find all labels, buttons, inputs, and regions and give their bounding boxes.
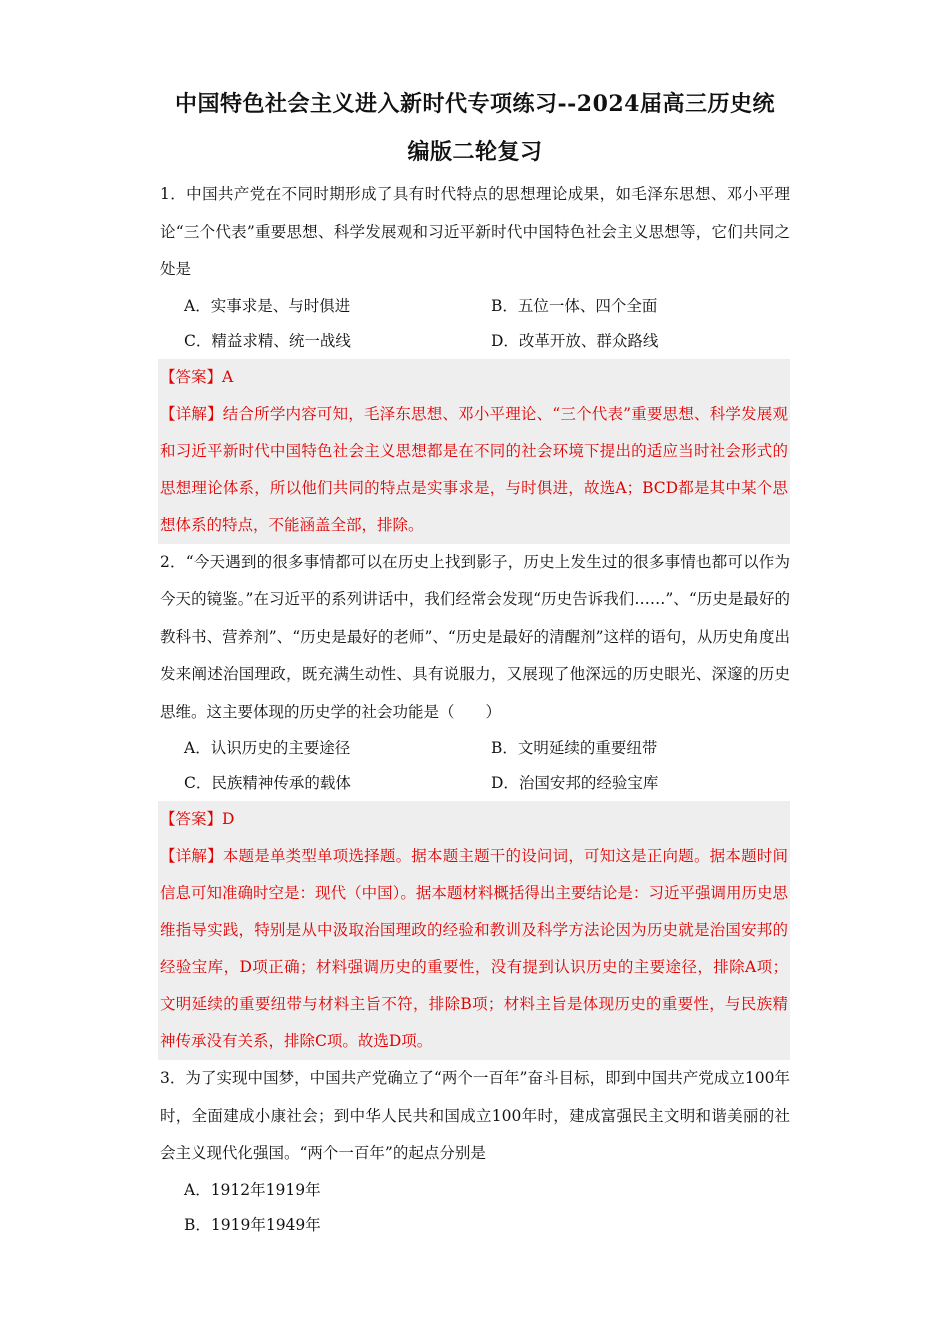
option-a: A．1912年1919年	[184, 1180, 321, 1199]
option-d: D．改革开放、群众路线	[491, 331, 659, 350]
detail-body: 结合所学内容可知，毛泽东思想、邓小平理论、“三个代表”重要思想、科学发展观和习近平新时代中国特色社会主义思想都是在不同的社会环境下提出的适应当时社会形式的思想理论体系，所以他们共同的特点是实事求是，与时俱进，故选A；BCD都是其中某个思想体系的特点，不能涵盖全部，排除。	[160, 404, 788, 534]
detail-text	[160, 838, 788, 1060]
options-list	[160, 289, 790, 359]
question-1	[160, 176, 790, 544]
answer-label: 【答案】	[160, 810, 223, 828]
detail-label: 【详解】	[160, 847, 223, 865]
answer-box	[158, 359, 790, 544]
question-2	[160, 544, 790, 1061]
option-b: B．五位一体、四个全面	[491, 296, 658, 315]
answer-line	[160, 801, 788, 838]
detail-text	[160, 396, 788, 544]
option-a: A．认识历史的主要途径	[184, 739, 351, 757]
question-3	[160, 1060, 790, 1243]
options-list	[160, 1173, 790, 1243]
option-c: C．精益求精、统一战线	[184, 331, 351, 350]
option-b: B．文明延续的重要纽带	[491, 739, 658, 757]
document-title	[160, 80, 790, 176]
title-line-1: 中国特色社会主义进入新时代专项练习--2024届高三历史统	[175, 91, 775, 117]
question-stem: 1．中国共产党在不同时期形成了具有时代特点的思想理论成果，如毛泽东思想、邓小平理论“三个代表”重要思想、科学发展观和习近平新时代中国特色社会主义思想等，它们共同之处是	[160, 185, 790, 278]
answer-label: 【答案】	[160, 367, 223, 386]
answer-line	[160, 359, 788, 396]
detail-body: 本题是单类型单项选择题。据本题主题干的设问词，可知这是正向题。据本题时间信息可知准确时空是：现代（中国）。据本题材料概括得出主要结论是：习近平强调用历史思维指导实践，特别是从中汲取治国理政的经验和教训及科学方法论因为历史就是治国安邦的经验宝库，D项正确；材料强调历史的重要性，没有提到认识历史的主要途径，排除A项；文明延续的重要纽带与材料主旨不符，排除B项；材料主旨是体现历史的重要性，与民族精神传承没有关系，排除C项。故选D项。	[160, 847, 788, 1050]
options-list	[160, 731, 790, 801]
document-page	[160, 80, 790, 1243]
question-stem: 3．为了实现中国梦，中国共产党确立了“两个一百年”奋斗目标，即到中国共产党成立100年时，全面建成小康社会；到中华人民共和国成立100年时，建成富强民主文明和谐美丽的社会主义现代化强国。“两个一百年”的起点分别是	[160, 1069, 790, 1162]
option-c: C．民族精神传承的载体	[184, 774, 351, 792]
title-line-2: 编版二轮复习	[407, 139, 543, 165]
option-a: A．实事求是、与时俱进	[184, 296, 351, 315]
answer-value: A	[222, 367, 234, 386]
answer-box	[158, 801, 790, 1060]
option-b: B．1919年1949年	[184, 1215, 321, 1234]
answer-value: D	[222, 810, 235, 828]
option-d: D．治国安邦的经验宝库	[491, 774, 659, 792]
detail-label: 【详解】	[160, 404, 223, 423]
question-stem: 2．“今天遇到的很多事情都可以在历史上找到影子，历史上发生过的很多事情也都可以作为今天的镜鉴。”在习近平的系列讲话中，我们经常会发现“历史告诉我们……”、“历史是最好的教科书、营养剂”、“历史是最好的老师”、“历史是最好的清醒剂”这样的语句，从历史角度出发来阐述治国理政，既充满生动性、具有说服力，又展现了他深远的历史眼光、深邃的历史思维。这主要体现的历史学的社会功能是（ ）	[160, 552, 790, 721]
